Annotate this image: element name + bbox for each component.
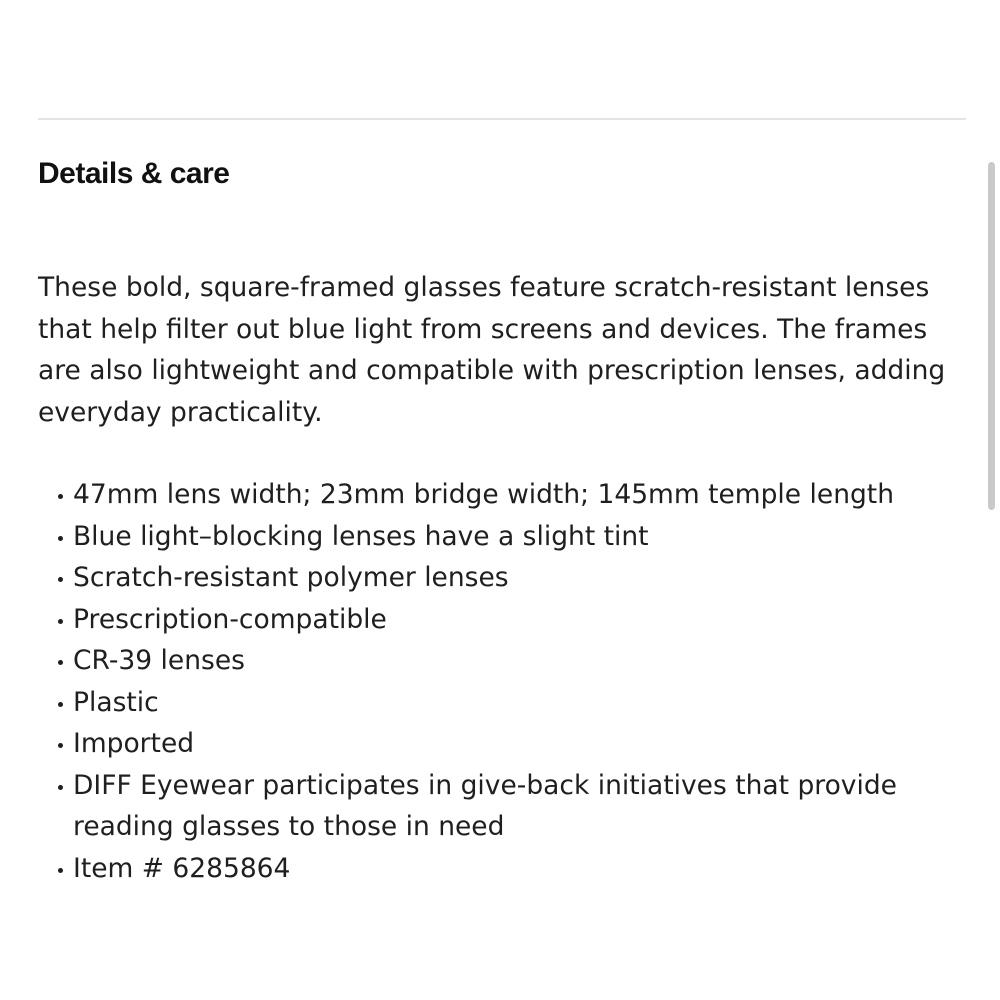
list-item: Plastic [38,682,938,724]
list-item: 47mm lens width; 23mm bridge width; 145mm temple length [38,474,938,516]
list-item: Blue light–blocking lenses have a slight tint [38,516,938,558]
section-title: Details & care [38,157,230,190]
scrollbar-thumb[interactable] [988,162,995,510]
list-item: Prescription-compatible [38,599,938,641]
list-item: Scratch-resistant polymer lenses [38,557,938,599]
list-item: Item # 6285864 [38,848,938,890]
section-divider [38,118,966,120]
details-list [38,474,938,889]
product-description: These bold, square-framed glasses feature scratch-resistant lenses that help filter out blue light from screens and devices. The frames are also lightweight and compatible with prescription lenses, adding everyday practicality. [38,272,946,428]
list-item: Imported [38,723,938,765]
list-item: CR-39 lenses [38,640,938,682]
list-item: DIFF Eyewear participates in give-back initiatives that provide reading glasses to those in need [38,765,938,848]
